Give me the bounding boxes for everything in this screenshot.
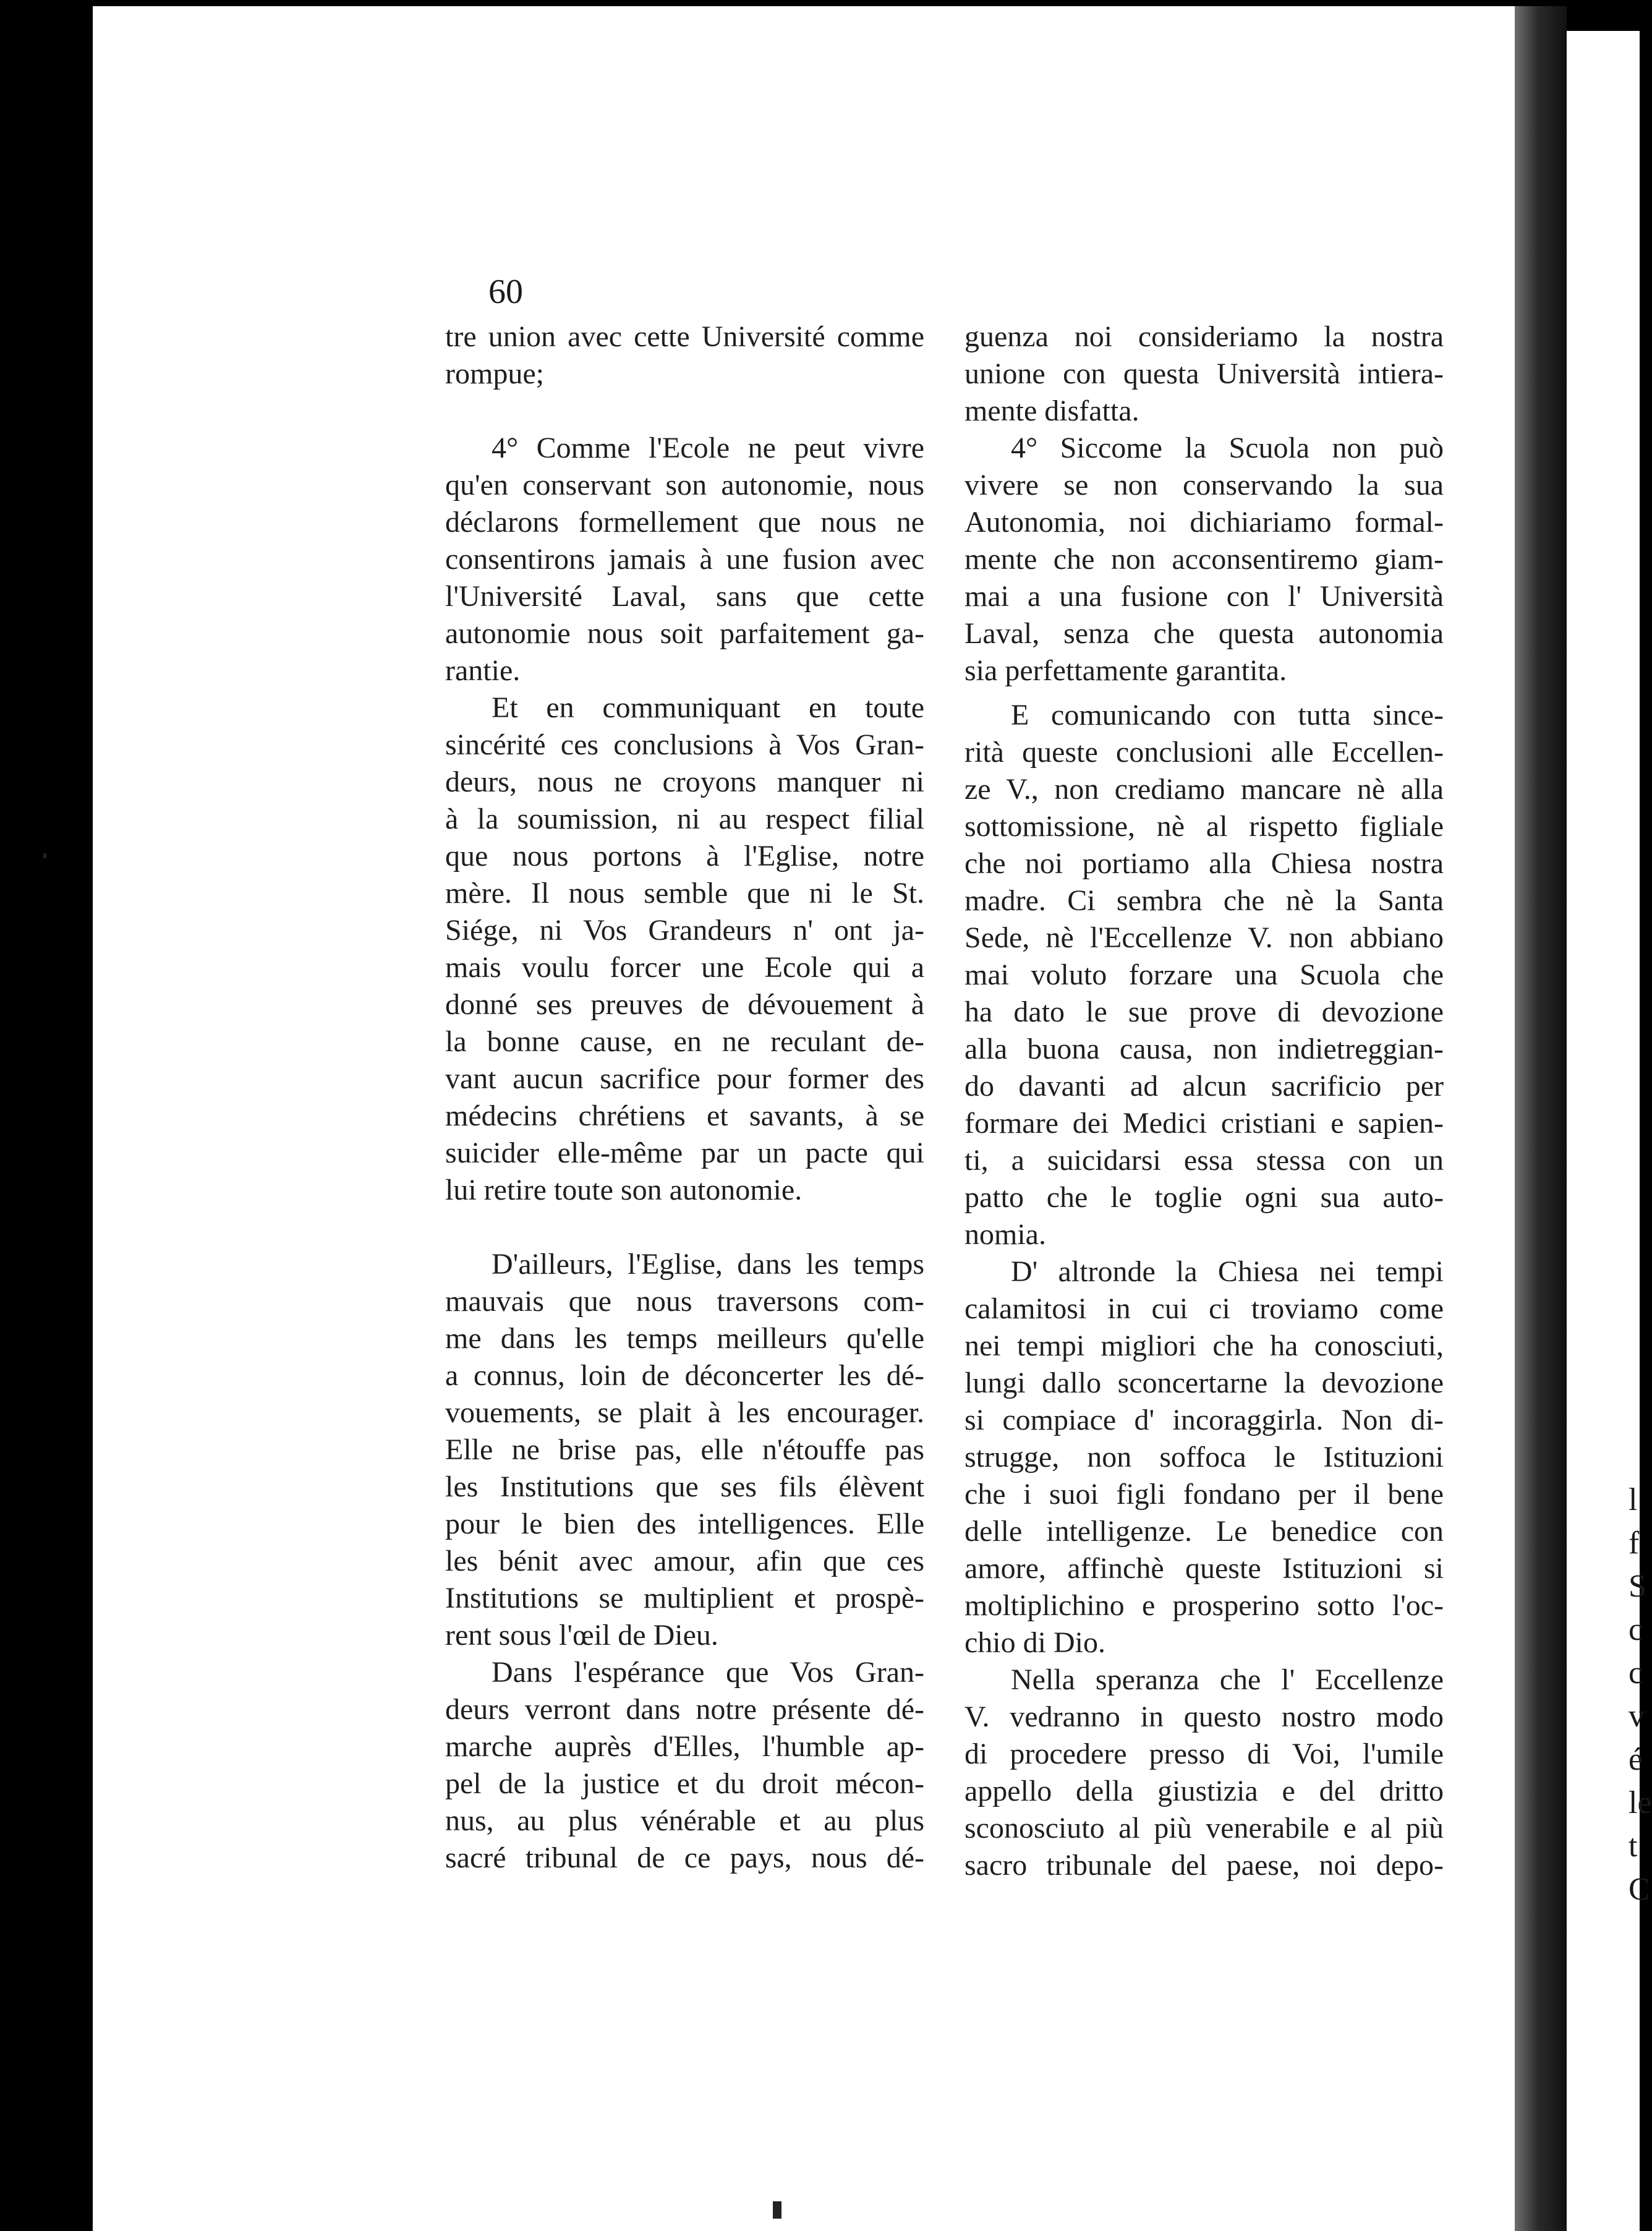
text-line: lungi dallo sconcertarne la devozione [964,1367,1444,1399]
adjacent-text-fragment: f [1629,1525,1640,1561]
text-line: si compiace d' incoraggirla. Non di- [964,1404,1444,1436]
text-line: suicider elle-même par un pacte qui [445,1137,924,1169]
adjacent-text-fragment: le [1629,1785,1652,1820]
text-line: à la soumission, ni au respect filial [445,803,924,835]
adjacent-text-fragment: C [1629,1872,1650,1907]
text-line: Siége, ni Vos Grandeurs n' ont ja- [445,914,924,947]
text-line: 4° Comme l'Ecole ne peut vivre [492,432,924,464]
text-line: do davanti ad alcun sacrificio per [964,1070,1444,1103]
text-line: déclarons formellement que nous ne [445,506,924,539]
text-line: pel de la justice et du droit mécon- [445,1767,924,1800]
text-line: mai a una fusione con l' Università [964,580,1444,613]
text-line: la bonne cause, en ne reculant de- [445,1025,924,1058]
text-line: nus, au plus vénérable et au plus [445,1804,924,1837]
text-line: Laval, senza che questa autonomia [964,617,1444,650]
text-line: delle intelligenze. Le benedice con [964,1515,1444,1548]
text-line: che noi portiamo alla Chiesa nostra [964,847,1444,880]
text-line: strugge, non soffoca le Istituzioni [964,1441,1444,1474]
text-line: madre. Ci sembra che nè la Santa [964,884,1444,917]
text-line: ti, a suicidarsi essa stessa con un [964,1144,1444,1177]
text-line: ze V., non crediamo mancare nè alla [964,773,1444,806]
text-line: consentirons jamais à une fusion avec [445,543,924,576]
paragraph-gap [445,1209,924,1246]
text-line: rompue; [445,357,544,390]
text-line: che i suoi figli fondano per il bene [964,1478,1444,1511]
text-line: l'Université Laval, sans que cette [445,580,924,613]
text-line: a connus, loin de déconcerter les dé- [445,1359,924,1392]
print-mark [43,853,46,858]
text-line: marche auprès d'Elles, l'humble ap- [445,1730,924,1763]
text-line: tre union avec cette Université comme [445,320,924,353]
text-line: E comunicando con tutta since- [1011,699,1444,732]
text-line: sacro tribunale del paese, noi depo- [964,1849,1444,1882]
text-line: rent sous l'œil de Dieu. [445,1619,718,1652]
text-line: alla buona causa, non indietreggian- [964,1033,1444,1065]
text-line: guenza noi consideriamo la nostra [964,320,1444,353]
text-line: vant aucun sacrifice pour former des [445,1062,924,1095]
text-line: nei tempi migliori che ha conosciuti, [964,1329,1444,1362]
text-line: les bénit avec amour, afin que ces [445,1545,924,1577]
page-gutter-shadow [1515,6,1567,2231]
text-line: sincérité ces conclusions à Vos Gran- [445,728,924,761]
paragraph-gap [445,393,924,430]
text-line: lui retire toute son autonomie. [445,1174,803,1206]
text-line: que nous portons à l'Eglise, notre [445,840,924,872]
adjacent-text-fragment: é [1629,1742,1643,1777]
text-line: D'ailleurs, l'Eglise, dans les temps [492,1248,924,1281]
adjacent-text-fragment: l [1629,1482,1638,1517]
text-line: sia perfettamente garantita. [964,654,1287,687]
text-line: D' altronde la Chiesa nei tempi [1011,1255,1444,1288]
text-line: pour le bien des intelligences. Elle [445,1508,924,1540]
text-line: calamitosi in cui ci troviamo come [964,1292,1444,1325]
text-line: mère. Il nous semble que ni le St. [445,877,924,910]
text-line: formare dei Medici cristiani e sapien- [964,1107,1444,1140]
text-line: Sede, nè l'Eccellenze V. non abbiano [964,921,1444,954]
text-line: sottomissione, nè al rispetto figliale [964,810,1444,843]
text-line: donné ses preuves de dévouement à [445,988,924,1021]
text-line: moltiplichino e prosperino sotto l'oc- [964,1589,1444,1622]
text-line: 4° Siccome la Scuola non può [1011,432,1444,464]
text-line: Nella speranza che l' Eccellenze [1011,1663,1444,1696]
print-mark [773,2201,781,2219]
text-line: Elle ne brise pas, elle n'étouffe pas [445,1433,924,1466]
text-line: deurs, nous ne croyons manquer ni [445,766,924,798]
text-line: rantie. [445,654,521,687]
text-line: sacré tribunal de ce pays, nous dé- [445,1841,924,1874]
text-line: Dans l'espérance que Vos Gran- [492,1656,924,1689]
text-line: vouements, se plait à les encourager. [445,1396,924,1429]
text-line: unione con questa Università intiera- [964,357,1444,390]
text-line: les Institutions que ses fils élèvent [445,1470,924,1503]
text-line: Institutions se multiplient et prospè- [445,1582,924,1615]
text-line: mente disfatta. [964,395,1139,427]
french-column [445,318,924,1877]
text-line: autonomie nous soit parfaitement ga- [445,617,924,650]
text-line: chio di Dio. [964,1626,1105,1659]
text-line: médecins chrétiens et savants, à se [445,1099,924,1132]
text-line: Et en communiquant en toute [492,691,924,724]
text-line: ha dato le sue prove di devozione [964,996,1444,1028]
text-line: vivere se non conservando la sua [964,469,1444,501]
adjacent-text-fragment: v [1629,1699,1645,1734]
adjacent-page-edge [1567,31,1652,2231]
text-line: patto che le toglie ogni sua auto- [964,1181,1444,1214]
text-line: mente che non acconsentiremo giam- [964,543,1444,576]
text-line: sconosciuto al più venerabile e al più [964,1812,1444,1845]
adjacent-text-fragment: t [1629,1828,1638,1864]
text-line: amore, affinchè queste Istituzioni si [964,1552,1444,1585]
text-line: me dans les temps meilleurs qu'elle [445,1322,924,1355]
text-line: appello della giustizia e del dritto [964,1775,1444,1807]
text-line: di procedere presso di Voi, l'umile [964,1738,1444,1770]
adjacent-text-fragment: c [1629,1655,1643,1691]
text-line: rità queste conclusioni alle Eccellen- [964,736,1444,769]
text-line: Autonomia, noi dichiariamo formal- [964,506,1444,539]
text-line: deurs verront dans notre présente dé- [445,1693,924,1726]
paragraph-gap [964,689,1444,697]
text-line: mai voluto forzare una Scuola che [964,958,1444,991]
text-line: mauvais que nous traversons com- [445,1285,924,1318]
text-line: V. vedranno in questo nostro modo [964,1700,1444,1733]
text-line: nomia. [964,1218,1046,1251]
italian-column [964,318,1444,1884]
text-line: qu'en conservant son autonomie, nous [445,469,924,501]
adjacent-text-fragment: c [1629,1612,1643,1647]
text-line: mais voulu forcer une Ecole qui a [445,951,924,984]
adjacent-text-fragment: S [1629,1569,1646,1604]
page-number: 60 [488,273,523,311]
